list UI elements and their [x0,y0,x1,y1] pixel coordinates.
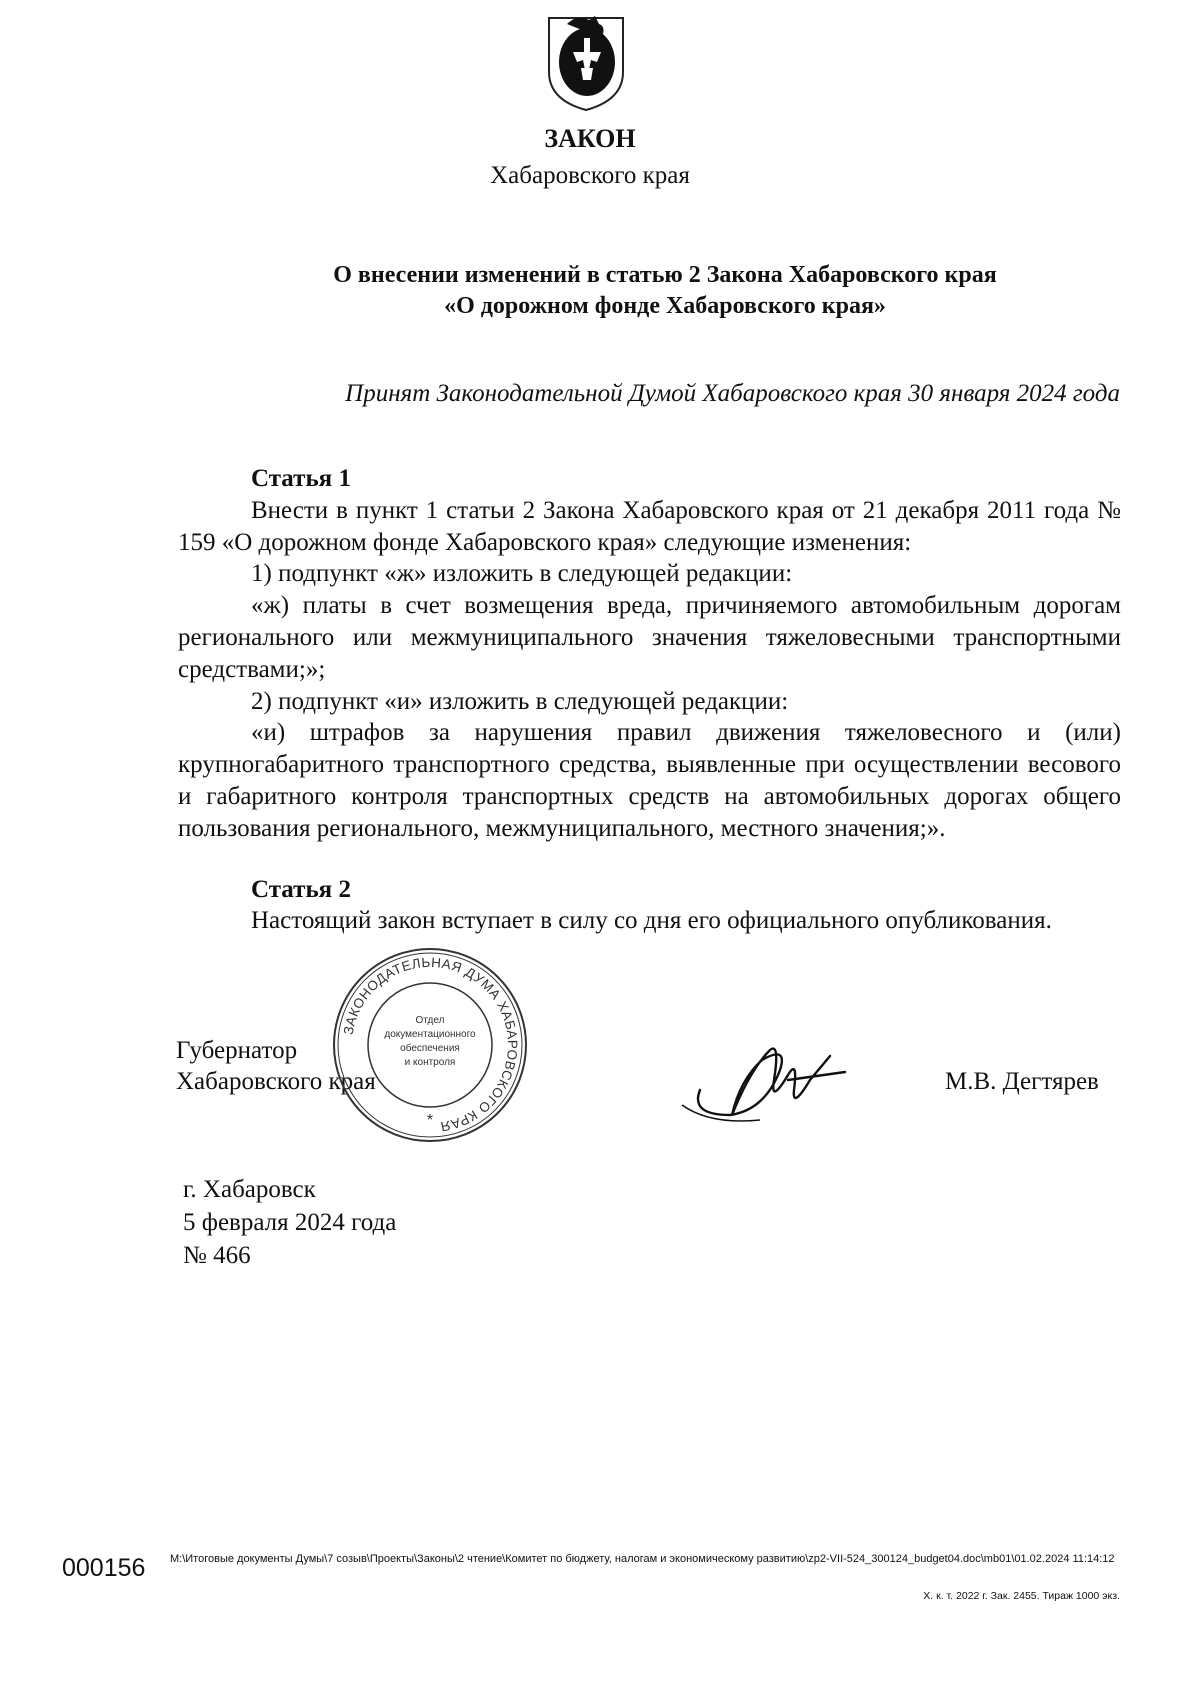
law-number: № 466 [183,1242,251,1269]
page-code: 000156 [62,1554,146,1582]
city: г. Хабаровск [183,1176,316,1203]
official-stamp [330,945,530,1145]
law-heading-line2: «О дорожном фонде Хабаровского края» [444,293,886,319]
place-date-block [183,1173,396,1272]
file-path-note: M:\Итоговые документы Думы\7 созыв\Проекты\Законы\2 чтение\Комитет по бюджету, налогам и экономическому развитию\zp2-VII-524_300124_budget04.doc\mb01\01.02.2024 11:14:12 [170,1553,1115,1565]
governor-position-line2: Хабаровского края [176,1068,376,1095]
article2-text: Настоящий закон вступает в силу со дня его официального опубликования. [251,907,1052,935]
document-subtitle: Хабаровского края [490,162,690,189]
svg-text:документационного: документационного [384,1029,476,1040]
law-date: 5 февраля 2024 года [183,1209,397,1236]
article1-intro: Внести в пункт 1 статьи 2 Закона Хабаровского края от 21 декабря 2011 года № 159 «О дорожном фонде Хабаровского края» следующие изменения: [178,496,1121,556]
document-title: ЗАКОН [544,124,636,153]
adoption-note: Принят Законодательной Думой Хабаровского края 30 января 2024 года [345,380,1120,407]
svg-text:ЗАКОНОДАТЕЛЬНАЯ ДУМА ХАБАРОВСК: ЗАКОНОДАТЕЛЬНАЯ ДУМА ХАБАРОВСКОГО КРАЯ [340,954,521,1135]
article2-title: Статья 2 [251,875,351,903]
svg-text:обеспечения: обеспечения [400,1043,460,1054]
document-body [178,463,1121,937]
signature-mark [670,1020,860,1130]
article1-item2: 2) подпункт «и» изложить в следующей редакции: [251,687,789,715]
article1-item1: 1) подпункт «ж» изложить в следующей редакции: [251,560,793,588]
law-heading-line1: О внесении изменений в статью 2 Закона Хабаровского края [333,262,997,288]
law-heading [230,260,1100,322]
governor-name: М.В. Дегтярев [945,1068,1099,1095]
article1-item1-text: «ж) платы в счет возмещения вреда, причиняемого автомобильным дорогам регионального или межмуниципального значения тяжеловесными транспортными средствами;»; [178,592,1121,683]
svg-text:и контроля: и контроля [404,1057,456,1068]
print-info: Х. к. т. 2022 г. Зак. 2455. Тираж 1000 экз. [923,1590,1120,1602]
article1-title: Статья 1 [251,465,351,492]
coat-of-arms-icon [543,10,629,114]
svg-text:Отдел: Отдел [415,1015,445,1026]
svg-text:*: * [426,1112,434,1129]
article1-item2-text: «и) штрафов за нарушения правил движения тяжеловесного и (или) крупногабаритного транспортного средства, выявленные при осуществлении весового и габаритного контроля транспортных средств на автомобильных дорогах общего пользования регионального, межмуниципального, местного значения;». [178,719,1121,842]
governor-position-line1: Губернатор [176,1037,298,1064]
